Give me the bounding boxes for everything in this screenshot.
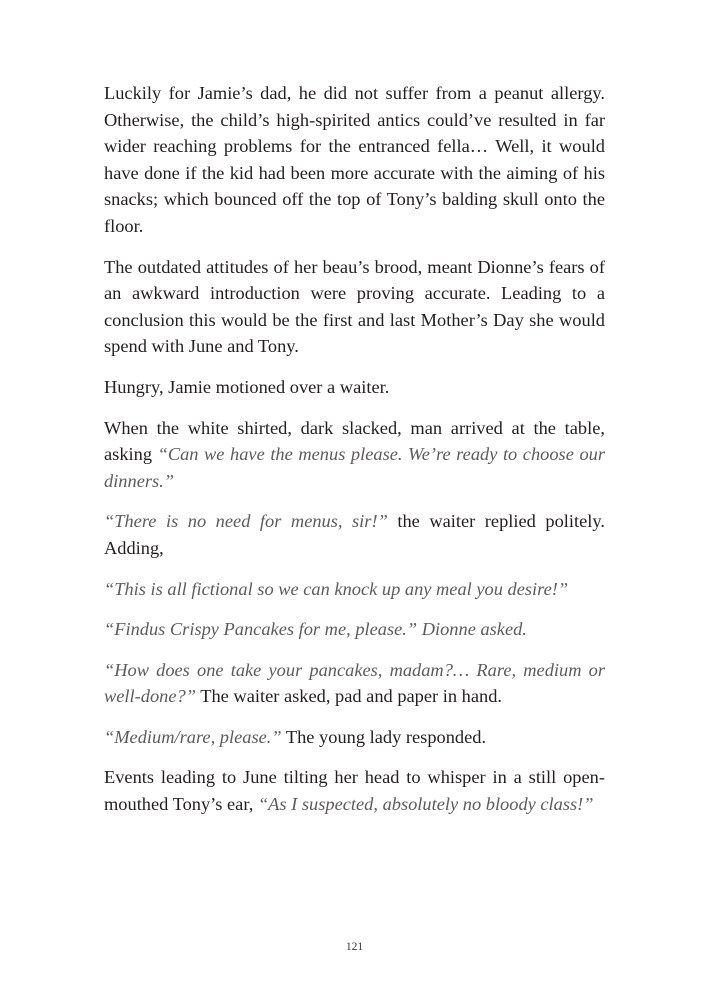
paragraph-2	[104, 254, 605, 360]
paragraph-5-text: the waiter replied politely. Adding,	[104, 511, 605, 558]
paragraph-3-text: Hungry, Jamie motioned over a waiter.	[104, 376, 390, 397]
paragraph-1-text: Luckily for Jamie’s dad, he did not suffer from a peanut allergy. Otherwise, the child’s high-spirited antics could’ve resulted in far wider reaching problems for the entranced fella… Well, it would have done if the kid had been more accurate with the aiming of his snacks; which bounced off the top of Tony’s balding skull onto the floor.	[104, 83, 605, 236]
paragraph-5	[104, 508, 605, 561]
paragraph-8-dialogue: “How does one take your pancakes, madam?… Rare, medium or well-done?”	[104, 659, 605, 707]
paragraph-10-text: Events leading to June tilting her head to whisper in a still open-mouthed Tony’s ear,	[104, 767, 605, 815]
paragraph-3	[104, 374, 605, 401]
paragraph-9-text: The young lady responded.	[281, 726, 487, 747]
paragraph-1	[104, 80, 605, 240]
paragraph-8	[104, 657, 605, 710]
paragraph-10	[104, 764, 605, 817]
paragraph-7-dialogue: “Findus Crispy Pancakes for me, please.” Dionne asked.	[104, 619, 527, 640]
paragraph-5-dialogue: “There is no need for menus, sir!”	[104, 511, 388, 532]
paragraph-4	[104, 415, 605, 495]
paragraph-9-dialogue: “Medium/rare, please.”	[104, 726, 282, 747]
paragraph-6-dialogue: “This is all fictional so we can knock up any meal you desire!”	[104, 578, 569, 599]
page-body	[104, 80, 605, 832]
page-number: 121	[345, 941, 364, 953]
paragraph-7	[104, 616, 605, 643]
paragraph-9	[104, 724, 605, 751]
paragraph-10-dialogue: “As I suspected, absolutely no bloody class!”	[257, 794, 594, 815]
paragraph-4-dialogue: “Can we have the menus please. We’re ready to choose our dinners.”	[104, 444, 605, 491]
paragraph-2-text: The outdated attitudes of her beau’s brood, meant Dionne’s fears of an awkward introduction were proving accurate. Leading to a conclusion this would be the first and last Mother’s Day she would spend with June and Tony.	[104, 256, 605, 357]
paragraph-4-text: When the white shirted, dark slacked, man arrived at the table, asking	[104, 417, 605, 465]
paragraph-6	[104, 576, 605, 603]
paragraph-8-text: The waiter asked, pad and paper in hand.	[195, 686, 503, 707]
